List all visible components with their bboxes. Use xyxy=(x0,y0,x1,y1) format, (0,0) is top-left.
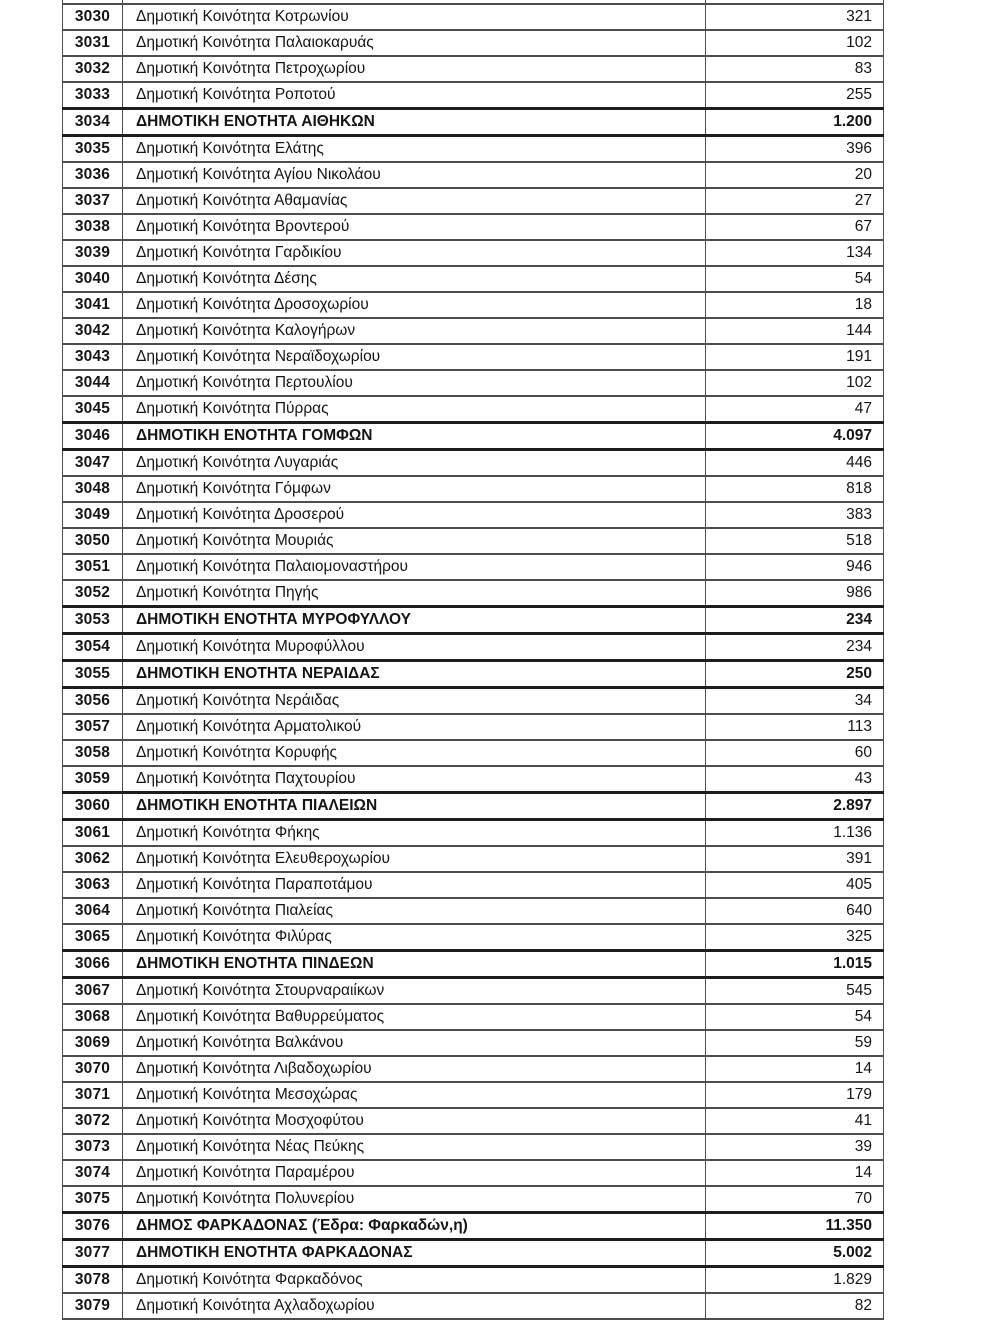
name-cell: ΔΗΜΟΤΙΚΗ ΕΝΟΤΗΤΑ ΠΙΑΛΕΙΩΝ xyxy=(123,792,706,819)
table-row xyxy=(63,214,884,240)
code-cell: 3054 xyxy=(63,633,123,660)
name-cell: Δημοτική Κοινότητα Παλαιοκαρυάς xyxy=(123,30,706,56)
code-cell: 3079 xyxy=(63,1293,123,1319)
table-row xyxy=(63,4,884,30)
name-cell: ΔΗΜΟΣ ΦΑΡΚΑΔΟΝΑΣ (Έδρα: Φαρκαδών,η) xyxy=(123,1212,706,1239)
table-row xyxy=(63,1293,884,1319)
code-cell: 3046 xyxy=(63,422,123,449)
table-row xyxy=(63,135,884,162)
code-cell: 3069 xyxy=(63,1030,123,1056)
name-cell: ΔΗΜΟΤΙΚΗ ΕΝΟΤΗΤΑ ΑΙΘΗΚΩΝ xyxy=(123,108,706,135)
value-cell: 818 xyxy=(706,476,884,502)
table-row xyxy=(63,476,884,502)
value-cell: 946 xyxy=(706,554,884,580)
table-row xyxy=(63,606,884,633)
name-cell: Δημοτική Κοινότητα Βαθυρρεύματος xyxy=(123,1004,706,1030)
value-cell: 446 xyxy=(706,449,884,476)
value-cell: 2.897 xyxy=(706,792,884,819)
name-cell: Δημοτική Κοινότητα Αγίου Νικολάου xyxy=(123,162,706,188)
name-cell: Δημοτική Κοινότητα Κοτρωνίου xyxy=(123,4,706,30)
code-cell: 3056 xyxy=(63,687,123,714)
code-cell: 3033 xyxy=(63,82,123,109)
code-cell: 3078 xyxy=(63,1266,123,1293)
code-cell: 3044 xyxy=(63,370,123,396)
name-cell: Δημοτική Κοινότητα Δροσερού xyxy=(123,502,706,528)
name-cell: Δημοτική Κοινότητα Μουριάς xyxy=(123,528,706,554)
code-cell: 3030 xyxy=(63,4,123,30)
value-cell: 383 xyxy=(706,502,884,528)
code-cell: 3055 xyxy=(63,660,123,687)
code-cell: 3031 xyxy=(63,30,123,56)
value-cell: 83 xyxy=(706,56,884,82)
table-row xyxy=(63,1108,884,1134)
code-cell: 3038 xyxy=(63,214,123,240)
value-cell: 20 xyxy=(706,162,884,188)
code-cell: 3049 xyxy=(63,502,123,528)
value-cell: 14 xyxy=(706,1056,884,1082)
name-cell: ΔΗΜΟΤΙΚΗ ΕΝΟΤΗΤΑ ΜΥΡΟΦΥΛΛΟΥ xyxy=(123,606,706,633)
table-row xyxy=(63,30,884,56)
code-cell: 3052 xyxy=(63,580,123,607)
table-row xyxy=(63,740,884,766)
value-cell: 11.350 xyxy=(706,1212,884,1239)
table-body xyxy=(63,0,884,1319)
table-row xyxy=(63,1186,884,1213)
table-row xyxy=(63,872,884,898)
value-cell: 234 xyxy=(706,633,884,660)
name-cell: Δημοτική Κοινότητα Δέσης xyxy=(123,266,706,292)
table-row xyxy=(63,687,884,714)
name-cell: Δημοτική Κοινότητα Γαρδικίου xyxy=(123,240,706,266)
value-cell: 255 xyxy=(706,82,884,109)
name-cell: Δημοτική Κοινότητα Πιαλείας xyxy=(123,898,706,924)
name-cell: Δημοτική Κοινότητα Παραμέρου xyxy=(123,1160,706,1186)
code-cell: 3070 xyxy=(63,1056,123,1082)
table-row xyxy=(63,660,884,687)
value-cell: 60 xyxy=(706,740,884,766)
value-cell: 191 xyxy=(706,344,884,370)
name-cell: Δημοτική Κοινότητα Βαλκάνου xyxy=(123,1030,706,1056)
name-cell: Δημοτική Κοινότητα Παλαιομοναστήρου xyxy=(123,554,706,580)
name-cell: Δημοτική Κοινότητα Νεράιδας xyxy=(123,687,706,714)
code-cell: 3060 xyxy=(63,792,123,819)
name-cell: Δημοτική Κοινότητα Πύρρας xyxy=(123,396,706,423)
value-cell: 41 xyxy=(706,1108,884,1134)
value-cell: 18 xyxy=(706,292,884,318)
value-cell: 986 xyxy=(706,580,884,607)
name-cell: Δημοτική Κοινότητα Ροποτού xyxy=(123,82,706,109)
value-cell: 5.002 xyxy=(706,1239,884,1266)
code-cell: 3040 xyxy=(63,266,123,292)
value-cell: 1.015 xyxy=(706,950,884,977)
code-cell: 3061 xyxy=(63,819,123,846)
code-cell: 3053 xyxy=(63,606,123,633)
code-cell: 3041 xyxy=(63,292,123,318)
table-row xyxy=(63,766,884,793)
name-cell: Δημοτική Κοινότητα Μεσοχώρας xyxy=(123,1082,706,1108)
table-row xyxy=(63,1266,884,1293)
code-cell: 3048 xyxy=(63,476,123,502)
name-cell: Δημοτική Κοινότητα Μοσχοφύτου xyxy=(123,1108,706,1134)
table-row xyxy=(63,1160,884,1186)
code-cell: 3064 xyxy=(63,898,123,924)
name-cell: Δημοτική Κοινότητα Αχλαδοχωρίου xyxy=(123,1293,706,1319)
code-cell: 3045 xyxy=(63,396,123,423)
code-cell: 3043 xyxy=(63,344,123,370)
code-cell: 3047 xyxy=(63,449,123,476)
name-cell: Δημοτική Κοινότητα Νεραϊδοχωρίου xyxy=(123,344,706,370)
value-cell: 39 xyxy=(706,1134,884,1160)
value-cell: 70 xyxy=(706,1186,884,1213)
table-row xyxy=(63,1030,884,1056)
table-row xyxy=(63,633,884,660)
table-row xyxy=(63,344,884,370)
name-cell: Δημοτική Κοινότητα Ελάτης xyxy=(123,135,706,162)
code-cell: 3073 xyxy=(63,1134,123,1160)
code-cell: 3071 xyxy=(63,1082,123,1108)
table-row xyxy=(63,819,884,846)
table-row xyxy=(63,422,884,449)
code-cell: 3039 xyxy=(63,240,123,266)
table-row xyxy=(63,977,884,1004)
code-cell: 3058 xyxy=(63,740,123,766)
table-row xyxy=(63,924,884,951)
code-cell: 3065 xyxy=(63,924,123,951)
name-cell: Δημοτική Κοινότητα Φιλύρας xyxy=(123,924,706,951)
table-row xyxy=(63,1056,884,1082)
value-cell: 54 xyxy=(706,1004,884,1030)
value-cell: 102 xyxy=(706,30,884,56)
value-cell: 640 xyxy=(706,898,884,924)
value-cell: 325 xyxy=(706,924,884,951)
code-cell: 3035 xyxy=(63,135,123,162)
code-cell: 3066 xyxy=(63,950,123,977)
value-cell: 144 xyxy=(706,318,884,344)
code-cell: 3051 xyxy=(63,554,123,580)
name-cell: Δημοτική Κοινότητα Φήκης xyxy=(123,819,706,846)
value-cell: 1.200 xyxy=(706,108,884,135)
name-cell: Δημοτική Κοινότητα Μυροφύλλου xyxy=(123,633,706,660)
value-cell: 391 xyxy=(706,846,884,872)
table-row xyxy=(63,1134,884,1160)
name-cell: Δημοτική Κοινότητα Πετροχωρίου xyxy=(123,56,706,82)
table-row xyxy=(63,82,884,109)
code-cell: 3068 xyxy=(63,1004,123,1030)
name-cell: Δημοτική Κοινότητα Αρματολικού xyxy=(123,714,706,740)
code-cell: 3072 xyxy=(63,1108,123,1134)
value-cell: 396 xyxy=(706,135,884,162)
value-cell: 545 xyxy=(706,977,884,1004)
name-cell: Δημοτική Κοινότητα Φαρκαδόνος xyxy=(123,1266,706,1293)
code-cell: 3067 xyxy=(63,977,123,1004)
value-cell: 234 xyxy=(706,606,884,633)
value-cell: 134 xyxy=(706,240,884,266)
value-cell: 1.829 xyxy=(706,1266,884,1293)
value-cell: 43 xyxy=(706,766,884,793)
table-row xyxy=(63,580,884,607)
name-cell: Δημοτική Κοινότητα Κορυφής xyxy=(123,740,706,766)
table-row xyxy=(63,898,884,924)
table-row xyxy=(63,108,884,135)
name-cell: Δημοτική Κοινότητα Αθαμανίας xyxy=(123,188,706,214)
code-cell: 3077 xyxy=(63,1239,123,1266)
table-row xyxy=(63,1082,884,1108)
value-cell: 4.097 xyxy=(706,422,884,449)
value-cell: 59 xyxy=(706,1030,884,1056)
value-cell: 54 xyxy=(706,266,884,292)
code-cell: 3075 xyxy=(63,1186,123,1213)
table-row xyxy=(63,1212,884,1239)
name-cell: Δημοτική Κοινότητα Γόμφων xyxy=(123,476,706,502)
name-cell: Δημοτική Κοινότητα Νέας Πεύκης xyxy=(123,1134,706,1160)
name-cell: Δημοτική Κοινότητα Πολυνερίου xyxy=(123,1186,706,1213)
table-row xyxy=(63,188,884,214)
table-row xyxy=(63,396,884,423)
name-cell: Δημοτική Κοινότητα Πηγής xyxy=(123,580,706,607)
table-row xyxy=(63,292,884,318)
code-cell: 3062 xyxy=(63,846,123,872)
name-cell: Δημοτική Κοινότητα Παχτουρίου xyxy=(123,766,706,793)
code-cell: 3059 xyxy=(63,766,123,793)
name-cell: Δημοτική Κοινότητα Περτουλίου xyxy=(123,370,706,396)
value-cell: 47 xyxy=(706,396,884,423)
value-cell: 14 xyxy=(706,1160,884,1186)
table-row xyxy=(63,950,884,977)
name-cell: ΔΗΜΟΤΙΚΗ ΕΝΟΤΗΤΑ ΠΙΝΔΕΩΝ xyxy=(123,950,706,977)
code-cell: 3034 xyxy=(63,108,123,135)
value-cell: 518 xyxy=(706,528,884,554)
name-cell: Δημοτική Κοινότητα Δροσοχωρίου xyxy=(123,292,706,318)
code-cell: 3074 xyxy=(63,1160,123,1186)
value-cell: 405 xyxy=(706,872,884,898)
table-row xyxy=(63,318,884,344)
value-cell: 67 xyxy=(706,214,884,240)
table-row xyxy=(63,554,884,580)
table-row xyxy=(63,162,884,188)
value-cell: 27 xyxy=(706,188,884,214)
name-cell: ΔΗΜΟΤΙΚΗ ΕΝΟΤΗΤΑ ΝΕΡΑΙΔΑΣ xyxy=(123,660,706,687)
value-cell: 82 xyxy=(706,1293,884,1319)
name-cell: Δημοτική Κοινότητα Λιβαδοχωρίου xyxy=(123,1056,706,1082)
name-cell: Δημοτική Κοινότητα Καλογήρων xyxy=(123,318,706,344)
population-table xyxy=(62,0,884,1320)
code-cell: 3057 xyxy=(63,714,123,740)
name-cell: ΔΗΜΟΤΙΚΗ ΕΝΟΤΗΤΑ ΦΑΡΚΑΔΟΝΑΣ xyxy=(123,1239,706,1266)
table-row xyxy=(63,1004,884,1030)
table-row xyxy=(63,56,884,82)
value-cell: 321 xyxy=(706,4,884,30)
name-cell: Δημοτική Κοινότητα Λυγαριάς xyxy=(123,449,706,476)
table-row xyxy=(63,502,884,528)
code-cell: 3063 xyxy=(63,872,123,898)
code-cell: 3032 xyxy=(63,56,123,82)
value-cell: 1.136 xyxy=(706,819,884,846)
table-row xyxy=(63,240,884,266)
table-row xyxy=(63,370,884,396)
table-row xyxy=(63,449,884,476)
name-cell: Δημοτική Κοινότητα Ελευθεροχωρίου xyxy=(123,846,706,872)
table-row xyxy=(63,1239,884,1266)
value-cell: 34 xyxy=(706,687,884,714)
name-cell: ΔΗΜΟΤΙΚΗ ΕΝΟΤΗΤΑ ΓΟΜΦΩΝ xyxy=(123,422,706,449)
table-row xyxy=(63,846,884,872)
value-cell: 102 xyxy=(706,370,884,396)
code-cell: 3050 xyxy=(63,528,123,554)
name-cell: Δημοτική Κοινότητα Βροντερού xyxy=(123,214,706,240)
value-cell: 113 xyxy=(706,714,884,740)
value-cell: 250 xyxy=(706,660,884,687)
code-cell: 3037 xyxy=(63,188,123,214)
name-cell: Δημοτική Κοινότητα Στουρναραιίκων xyxy=(123,977,706,1004)
table-row xyxy=(63,792,884,819)
code-cell: 3076 xyxy=(63,1212,123,1239)
table-row xyxy=(63,528,884,554)
code-cell: 3036 xyxy=(63,162,123,188)
table-row xyxy=(63,714,884,740)
value-cell: 179 xyxy=(706,1082,884,1108)
table-row xyxy=(63,266,884,292)
name-cell: Δημοτική Κοινότητα Παραποτάμου xyxy=(123,872,706,898)
code-cell: 3042 xyxy=(63,318,123,344)
